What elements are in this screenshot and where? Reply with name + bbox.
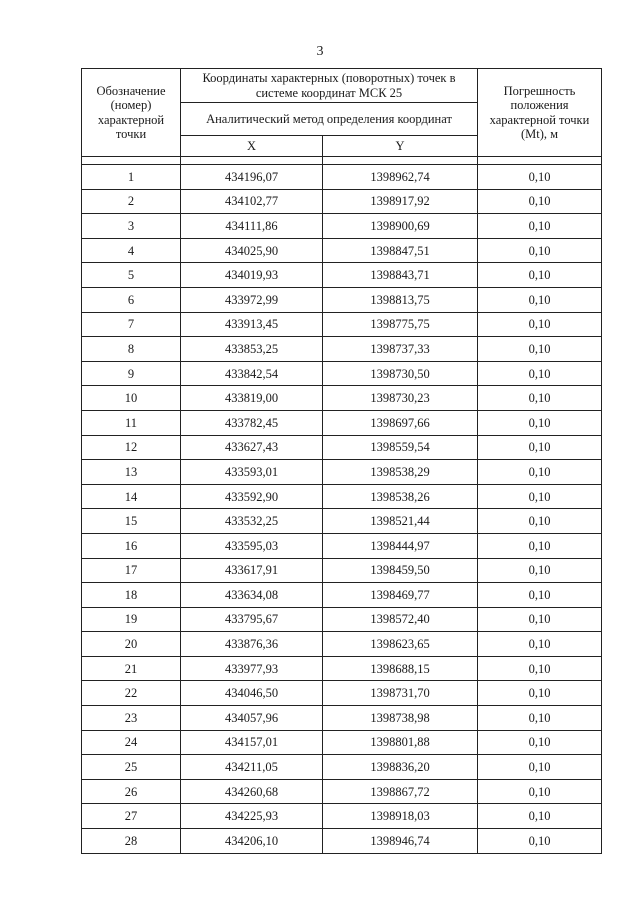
table-row xyxy=(82,583,602,608)
point-number-cell: 23 xyxy=(82,706,181,731)
x-coordinate-cell: 433634,08 xyxy=(181,583,323,608)
x-coordinate-cell: 434225,93 xyxy=(181,804,323,829)
table-row xyxy=(82,779,602,804)
x-coordinate-cell: 433913,45 xyxy=(181,312,323,337)
error-cell: 0,10 xyxy=(478,558,602,583)
table-row xyxy=(82,263,602,288)
table-row xyxy=(82,165,602,190)
y-coordinate-cell: 1398918,03 xyxy=(323,804,478,829)
point-number-cell: 17 xyxy=(82,558,181,583)
table-row xyxy=(82,435,602,460)
header-point-number: Обозначение (номер) характерной точки xyxy=(82,69,181,157)
header-x: X xyxy=(181,136,323,157)
error-cell: 0,10 xyxy=(478,755,602,780)
point-number-cell: 6 xyxy=(82,287,181,312)
y-coordinate-cell: 1398559,54 xyxy=(323,435,478,460)
x-coordinate-cell: 433592,90 xyxy=(181,484,323,509)
error-cell: 0,10 xyxy=(478,410,602,435)
table-body xyxy=(82,165,602,854)
header-method: Аналитический метод определения координат xyxy=(181,103,478,136)
table-row xyxy=(82,189,602,214)
x-coordinate-cell: 434157,01 xyxy=(181,730,323,755)
point-number-cell: 15 xyxy=(82,509,181,534)
point-number-cell: 10 xyxy=(82,386,181,411)
spacer-cell xyxy=(82,157,181,165)
error-cell: 0,10 xyxy=(478,779,602,804)
error-cell: 0,10 xyxy=(478,607,602,632)
y-coordinate-cell: 1398730,23 xyxy=(323,386,478,411)
spacer-cell xyxy=(181,157,323,165)
table-row xyxy=(82,607,602,632)
error-cell: 0,10 xyxy=(478,386,602,411)
point-number-cell: 4 xyxy=(82,238,181,263)
x-coordinate-cell: 433593,01 xyxy=(181,460,323,485)
error-cell: 0,10 xyxy=(478,706,602,731)
x-coordinate-cell: 433876,36 xyxy=(181,632,323,657)
y-coordinate-cell: 1398469,77 xyxy=(323,583,478,608)
error-cell: 0,10 xyxy=(478,829,602,854)
error-cell: 0,10 xyxy=(478,484,602,509)
table-row xyxy=(82,730,602,755)
y-coordinate-cell: 1398459,50 xyxy=(323,558,478,583)
x-coordinate-cell: 433972,99 xyxy=(181,287,323,312)
x-coordinate-cell: 433595,03 xyxy=(181,533,323,558)
y-coordinate-cell: 1398738,98 xyxy=(323,706,478,731)
y-coordinate-cell: 1398737,33 xyxy=(323,337,478,362)
point-number-cell: 1 xyxy=(82,165,181,190)
point-number-cell: 2 xyxy=(82,189,181,214)
table-row xyxy=(82,287,602,312)
x-coordinate-cell: 433532,25 xyxy=(181,509,323,534)
error-cell: 0,10 xyxy=(478,533,602,558)
point-number-cell: 20 xyxy=(82,632,181,657)
table-row xyxy=(82,312,602,337)
y-coordinate-cell: 1398538,26 xyxy=(323,484,478,509)
spacer-cell xyxy=(478,157,602,165)
x-coordinate-cell: 433853,25 xyxy=(181,337,323,362)
table-row xyxy=(82,804,602,829)
x-coordinate-cell: 434196,07 xyxy=(181,165,323,190)
error-cell: 0,10 xyxy=(478,287,602,312)
table-row xyxy=(82,533,602,558)
y-coordinate-cell: 1398900,69 xyxy=(323,214,478,239)
table-header xyxy=(82,69,602,157)
point-number-cell: 7 xyxy=(82,312,181,337)
point-number-cell: 11 xyxy=(82,410,181,435)
point-number-cell: 16 xyxy=(82,533,181,558)
point-number-cell: 22 xyxy=(82,681,181,706)
y-coordinate-cell: 1398962,74 xyxy=(323,165,478,190)
header-coordinates: Координаты характерных (поворотных) точек в системе координат МСК 25 xyxy=(181,69,478,103)
y-coordinate-cell: 1398688,15 xyxy=(323,656,478,681)
spacer-cell xyxy=(323,157,478,165)
y-coordinate-cell: 1398801,88 xyxy=(323,730,478,755)
point-number-cell: 5 xyxy=(82,263,181,288)
point-number-cell: 24 xyxy=(82,730,181,755)
table-row xyxy=(82,509,602,534)
point-number-cell: 13 xyxy=(82,460,181,485)
error-cell: 0,10 xyxy=(478,804,602,829)
point-number-cell: 12 xyxy=(82,435,181,460)
y-coordinate-cell: 1398731,70 xyxy=(323,681,478,706)
table-row xyxy=(82,386,602,411)
point-number-cell: 28 xyxy=(82,829,181,854)
x-coordinate-cell: 434260,68 xyxy=(181,779,323,804)
table-row xyxy=(82,706,602,731)
point-number-cell: 3 xyxy=(82,214,181,239)
y-coordinate-cell: 1398521,44 xyxy=(323,509,478,534)
y-coordinate-cell: 1398623,65 xyxy=(323,632,478,657)
x-coordinate-cell: 434046,50 xyxy=(181,681,323,706)
x-coordinate-cell: 433617,91 xyxy=(181,558,323,583)
table-row xyxy=(82,361,602,386)
table-row xyxy=(82,656,602,681)
x-coordinate-cell: 434206,10 xyxy=(181,829,323,854)
error-cell: 0,10 xyxy=(478,730,602,755)
point-number-cell: 21 xyxy=(82,656,181,681)
error-cell: 0,10 xyxy=(478,189,602,214)
error-cell: 0,10 xyxy=(478,460,602,485)
y-coordinate-cell: 1398843,71 xyxy=(323,263,478,288)
header-y: Y xyxy=(323,136,478,157)
error-cell: 0,10 xyxy=(478,509,602,534)
x-coordinate-cell: 434211,05 xyxy=(181,755,323,780)
table-row xyxy=(82,238,602,263)
error-cell: 0,10 xyxy=(478,361,602,386)
point-number-cell: 8 xyxy=(82,337,181,362)
table-spacer xyxy=(82,157,602,165)
spacer-row xyxy=(82,157,602,165)
y-coordinate-cell: 1398946,74 xyxy=(323,829,478,854)
x-coordinate-cell: 433977,93 xyxy=(181,656,323,681)
y-coordinate-cell: 1398917,92 xyxy=(323,189,478,214)
point-number-cell: 27 xyxy=(82,804,181,829)
y-coordinate-cell: 1398697,66 xyxy=(323,410,478,435)
page-number: 3 xyxy=(316,44,324,59)
y-coordinate-cell: 1398813,75 xyxy=(323,287,478,312)
error-cell: 0,10 xyxy=(478,681,602,706)
table-row xyxy=(82,632,602,657)
error-cell: 0,10 xyxy=(478,656,602,681)
error-cell: 0,10 xyxy=(478,238,602,263)
table-row xyxy=(82,558,602,583)
error-cell: 0,10 xyxy=(478,165,602,190)
x-coordinate-cell: 434102,77 xyxy=(181,189,323,214)
x-coordinate-cell: 433842,54 xyxy=(181,361,323,386)
y-coordinate-cell: 1398730,50 xyxy=(323,361,478,386)
y-coordinate-cell: 1398572,40 xyxy=(323,607,478,632)
header-position-error: Погрешность положения характерной точки (Mt), м xyxy=(478,69,602,157)
x-coordinate-cell: 434057,96 xyxy=(181,706,323,731)
point-number-cell: 26 xyxy=(82,779,181,804)
point-number-cell: 14 xyxy=(82,484,181,509)
error-cell: 0,10 xyxy=(478,263,602,288)
table-row xyxy=(82,755,602,780)
table-row xyxy=(82,337,602,362)
table-row xyxy=(82,829,602,854)
error-cell: 0,10 xyxy=(478,337,602,362)
point-number-cell: 18 xyxy=(82,583,181,608)
error-cell: 0,10 xyxy=(478,312,602,337)
x-coordinate-cell: 433795,67 xyxy=(181,607,323,632)
error-cell: 0,10 xyxy=(478,214,602,239)
x-coordinate-cell: 434025,90 xyxy=(181,238,323,263)
error-cell: 0,10 xyxy=(478,583,602,608)
y-coordinate-cell: 1398538,29 xyxy=(323,460,478,485)
y-coordinate-cell: 1398847,51 xyxy=(323,238,478,263)
table-row xyxy=(82,460,602,485)
y-coordinate-cell: 1398775,75 xyxy=(323,312,478,337)
x-coordinate-cell: 433819,00 xyxy=(181,386,323,411)
point-number-cell: 19 xyxy=(82,607,181,632)
x-coordinate-cell: 433627,43 xyxy=(181,435,323,460)
point-number-cell: 25 xyxy=(82,755,181,780)
y-coordinate-cell: 1398444,97 xyxy=(323,533,478,558)
x-coordinate-cell: 433782,45 xyxy=(181,410,323,435)
table-row xyxy=(82,681,602,706)
table-row xyxy=(82,410,602,435)
error-cell: 0,10 xyxy=(478,435,602,460)
x-coordinate-cell: 434019,93 xyxy=(181,263,323,288)
y-coordinate-cell: 1398867,72 xyxy=(323,779,478,804)
x-coordinate-cell: 434111,86 xyxy=(181,214,323,239)
y-coordinate-cell: 1398836,20 xyxy=(323,755,478,780)
coordinates-table xyxy=(81,68,602,854)
error-cell: 0,10 xyxy=(478,632,602,657)
table-row xyxy=(82,484,602,509)
table-row xyxy=(82,214,602,239)
point-number-cell: 9 xyxy=(82,361,181,386)
